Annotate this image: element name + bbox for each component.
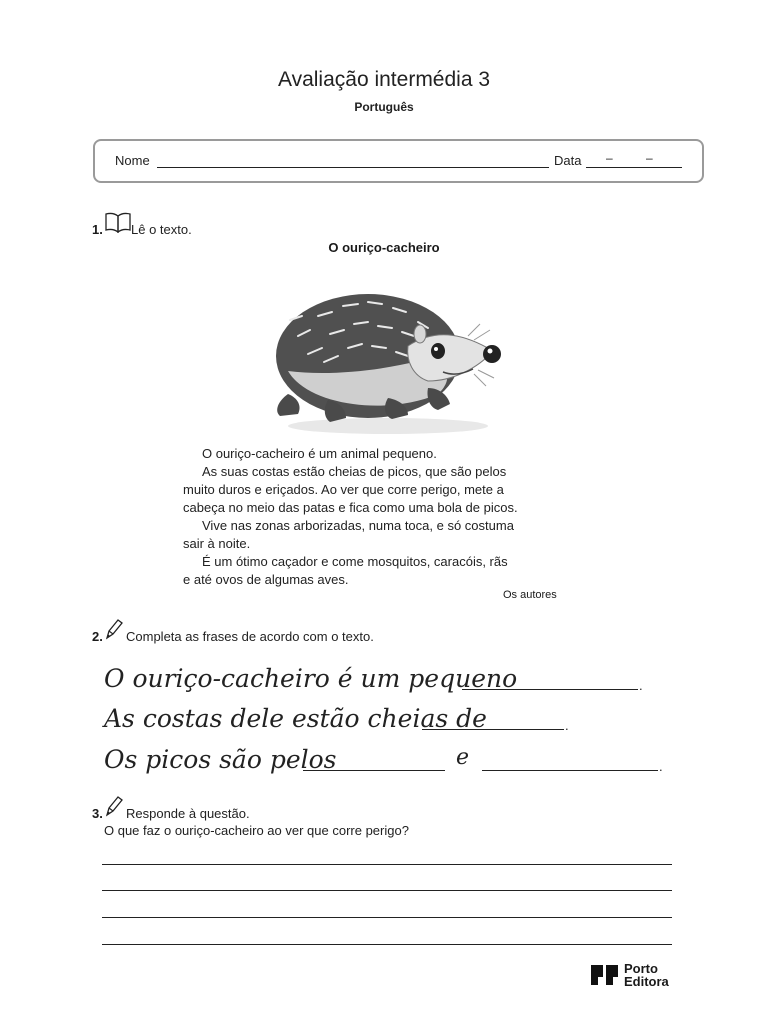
- date-separator: –: [646, 151, 653, 165]
- pencil-icon: [103, 618, 123, 640]
- question-3-number: 3.: [92, 806, 103, 821]
- answer-blank-4[interactable]: [482, 770, 658, 771]
- date-label: Data: [554, 153, 582, 168]
- date-separator: –: [606, 151, 613, 165]
- story-line: Vive nas zonas arborizadas, numa toca, e só costuma: [202, 518, 514, 533]
- story-line: muito duros e eriçados. Ao ver que corre perigo, mete a: [183, 482, 504, 497]
- story-title: O ouriço-cacheiro: [328, 240, 440, 255]
- publisher-logo-text: [624, 962, 669, 988]
- name-field[interactable]: [157, 167, 549, 168]
- question-2-instruction: Completa as frases de acordo com o texto.: [126, 629, 374, 644]
- answer-line[interactable]: [102, 917, 672, 918]
- story-line: As suas costas estão cheias de picos, que são pelos: [202, 464, 507, 479]
- story-authors: Os autores: [503, 589, 557, 601]
- open-book-icon: [105, 211, 131, 233]
- logo-line-1: Porto: [624, 961, 658, 976]
- story-line: sair à noite.: [183, 536, 251, 551]
- sentence-3-end: .: [659, 759, 663, 774]
- story-line: e até ovos de algumas aves.: [183, 572, 349, 587]
- porto-editora-logo-icon: [590, 964, 622, 986]
- question-1-instruction: Lê o texto.: [131, 222, 192, 237]
- date-field[interactable]: [586, 167, 682, 168]
- answer-line[interactable]: [102, 890, 672, 891]
- answer-line[interactable]: [102, 944, 672, 945]
- hedgehog-illustration: [268, 276, 508, 441]
- page-subtitle: Português: [354, 100, 414, 114]
- question-2-number: 2.: [92, 629, 103, 644]
- question-1-number: 1.: [92, 222, 103, 237]
- sentence-2: As costas dele estão cheias de: [104, 704, 487, 733]
- sentence-2-end: .: [565, 718, 569, 733]
- pencil-icon: [103, 795, 123, 817]
- question-3-text: O que faz o ouriço-cacheiro ao ver que corre perigo?: [104, 823, 409, 838]
- story-line: É um ótimo caçador e come mosquitos, caracóis, rãs: [202, 554, 508, 569]
- logo-line-2: Editora: [624, 974, 669, 989]
- answer-line[interactable]: [102, 864, 672, 865]
- question-3-instruction: Responde à questão.: [126, 806, 250, 821]
- answer-blank-3[interactable]: [303, 770, 445, 771]
- sentence-3-and: e: [456, 745, 470, 770]
- name-label: Nome: [115, 153, 150, 168]
- answer-blank-2[interactable]: [422, 729, 564, 730]
- answer-blank-1[interactable]: [462, 689, 638, 690]
- page-title: Avaliação intermédia 3: [277, 68, 491, 91]
- sentence-3: Os picos são pelos: [104, 745, 337, 774]
- sentence-1: O ouriço-cacheiro é um pequeno: [104, 664, 518, 693]
- sentence-1-end: .: [639, 678, 643, 693]
- story-line: cabeça no meio das patas e fica como uma bola de picos.: [183, 500, 518, 515]
- story-line: O ouriço-cacheiro é um animal pequeno.: [202, 446, 437, 461]
